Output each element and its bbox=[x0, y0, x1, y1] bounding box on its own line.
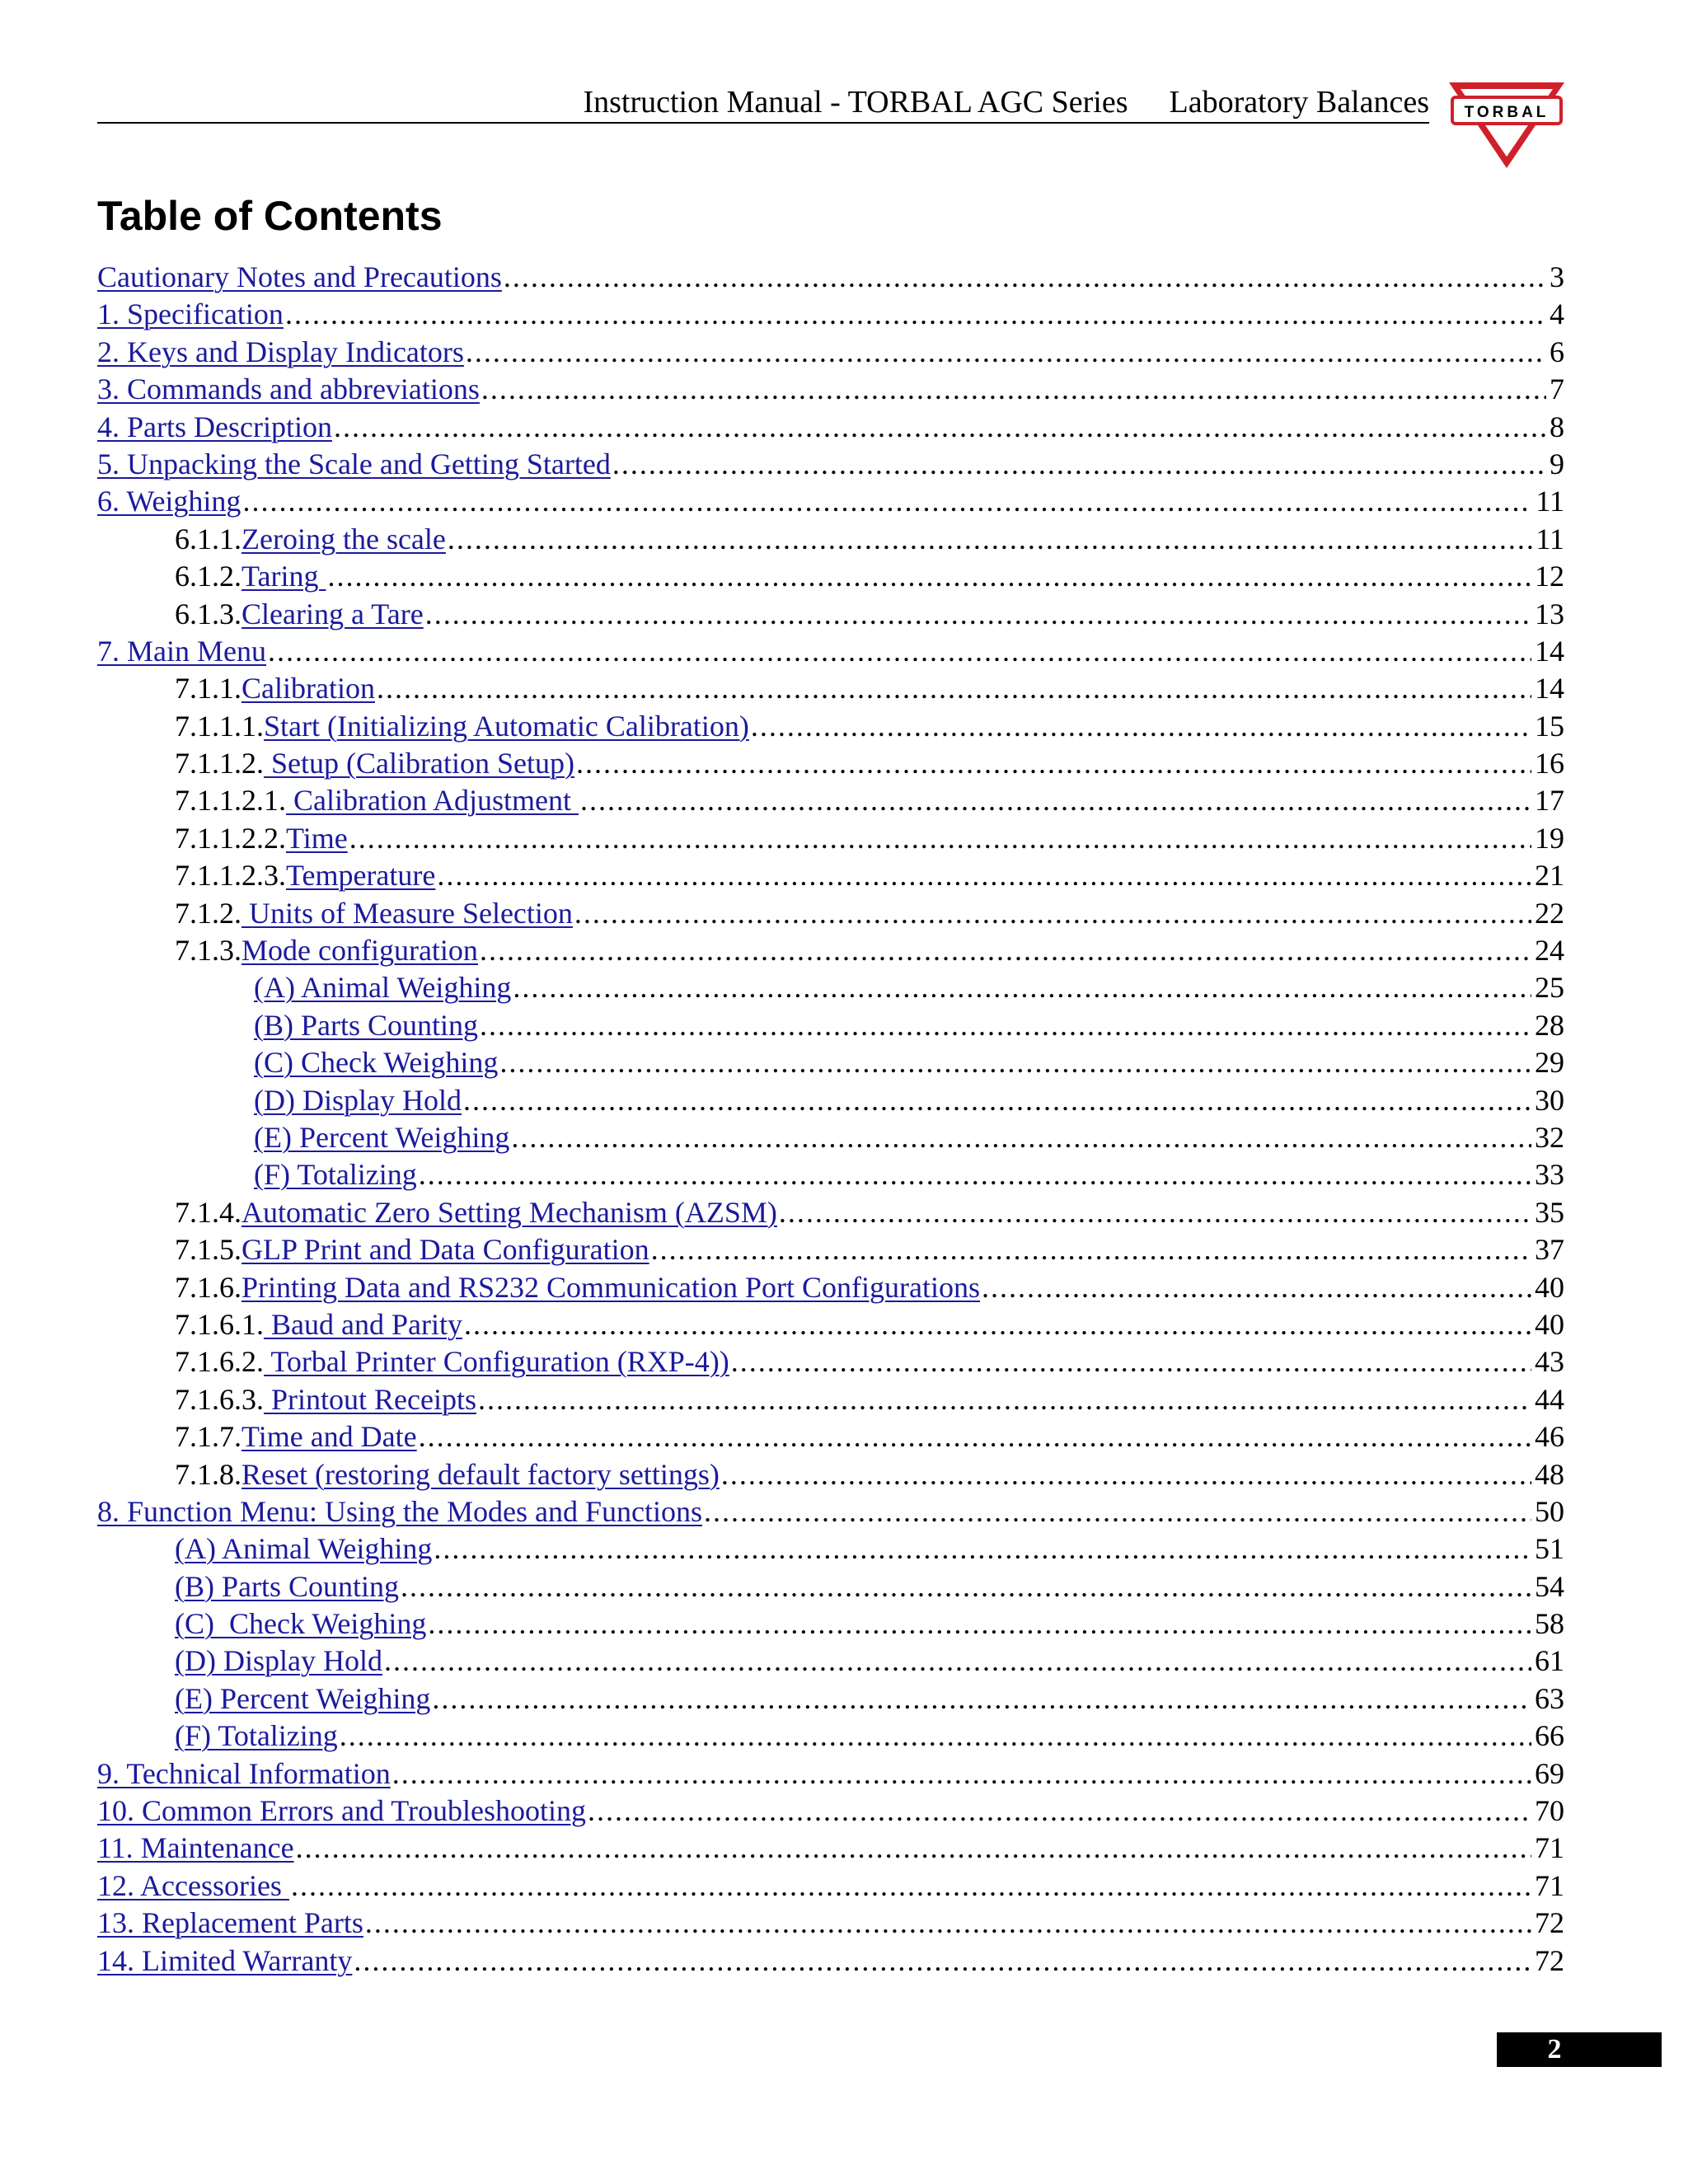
toc-entry-number: 7.1.1.2. bbox=[175, 747, 264, 780]
toc-entry-link[interactable]: Calibration bbox=[241, 672, 375, 705]
toc-dot-leader bbox=[574, 895, 1531, 932]
toc-entry-link[interactable]: Printing Data and RS232 Communication Port Configurations bbox=[241, 1270, 980, 1304]
toc-dot-leader bbox=[384, 1643, 1531, 1680]
toc-entry-page: 35 bbox=[1535, 1195, 1564, 1229]
page-number-box bbox=[1497, 2032, 1662, 2067]
toc-entry bbox=[97, 1381, 1564, 1418]
toc-dot-leader bbox=[425, 596, 1531, 633]
toc-entry bbox=[97, 782, 1564, 819]
toc-entry-number: 7.1.1.2.2. bbox=[175, 821, 286, 855]
toc-entry-page: 25 bbox=[1535, 971, 1564, 1005]
toc-entry bbox=[97, 1605, 1564, 1643]
toc-dot-leader bbox=[499, 1044, 1531, 1081]
toc-entry-link[interactable]: 9. Technical Information bbox=[97, 1756, 391, 1790]
toc-dot-leader bbox=[340, 1718, 1531, 1755]
toc-entry bbox=[97, 371, 1564, 408]
toc-entry-link[interactable]: (B) Parts Counting bbox=[254, 1008, 479, 1042]
toc-entry-link[interactable]: Clearing a Tare bbox=[241, 597, 424, 630]
toc-dot-leader bbox=[480, 932, 1531, 969]
toc-entry-page: 21 bbox=[1535, 859, 1564, 893]
toc-entry-link[interactable]: (C) Check Weighing bbox=[175, 1607, 427, 1641]
toc-entry bbox=[97, 1156, 1564, 1193]
toc-entry-link[interactable]: (F) Totalizing bbox=[254, 1158, 417, 1192]
toc-entry-number: 7.1.1.1. bbox=[175, 709, 264, 743]
toc-entry-page: 71 bbox=[1535, 1868, 1564, 1902]
toc-entry-link[interactable]: Mode configuration bbox=[241, 934, 478, 968]
toc-entry-page: 58 bbox=[1535, 1607, 1564, 1641]
toc-dot-leader bbox=[704, 1493, 1531, 1530]
toc-entry-number: 6.1.1. bbox=[175, 522, 241, 555]
toc-entry bbox=[97, 1905, 1564, 1942]
toc-dot-leader bbox=[401, 1568, 1531, 1605]
toc-entry-link[interactable]: 13. Replacement Parts bbox=[97, 1906, 363, 1940]
toc-entry-link[interactable]: (A) Animal Weighing bbox=[175, 1532, 433, 1566]
toc-entry-page: 54 bbox=[1535, 1569, 1564, 1603]
toc-entry-link[interactable]: 4. Parts Description bbox=[97, 410, 332, 443]
toc-entry-number: 7.1.8. bbox=[175, 1457, 241, 1491]
toc-entry bbox=[97, 1343, 1564, 1380]
toc-entry bbox=[97, 521, 1564, 558]
toc-dot-leader bbox=[466, 334, 1546, 371]
toc-entry-page: 69 bbox=[1535, 1756, 1564, 1790]
toc-dot-leader bbox=[392, 1755, 1531, 1793]
toc-entry bbox=[97, 745, 1564, 782]
toc-entry-page: 14 bbox=[1535, 672, 1564, 705]
toc-entry-page: 19 bbox=[1535, 821, 1564, 855]
toc-entry-page: 16 bbox=[1535, 747, 1564, 780]
toc-dot-leader bbox=[480, 1007, 1531, 1044]
toc-entry bbox=[97, 296, 1564, 333]
toc-entry-link[interactable]: (E) Percent Weighing bbox=[254, 1120, 510, 1154]
toc-entry-page: 44 bbox=[1535, 1382, 1564, 1416]
toc-dot-leader bbox=[268, 633, 1531, 670]
toc-entry-page: 24 bbox=[1535, 934, 1564, 968]
toc-entry-page: 8 bbox=[1550, 410, 1564, 443]
toc-dot-leader bbox=[731, 1343, 1531, 1380]
toc-entry bbox=[97, 1456, 1564, 1493]
toc-dot-leader bbox=[612, 446, 1546, 483]
toc-entry-number: 7.1.6. bbox=[175, 1270, 241, 1304]
toc-entry bbox=[97, 857, 1564, 894]
toc-dot-leader bbox=[580, 782, 1531, 819]
toc-entry-link[interactable]: 10. Common Errors and Troubleshooting bbox=[97, 1794, 587, 1828]
toc-entry-link[interactable]: 5. Unpacking the Scale and Getting Started bbox=[97, 447, 611, 480]
toc-entry-link[interactable]: Zeroing the scale bbox=[241, 522, 446, 555]
toc-entry bbox=[97, 1119, 1564, 1156]
toc-dot-leader bbox=[779, 1194, 1531, 1231]
toc-entry-number: 7.1.7. bbox=[175, 1420, 241, 1454]
toc-entry bbox=[97, 334, 1564, 371]
toc-dot-leader bbox=[513, 969, 1531, 1006]
toc-entry bbox=[97, 708, 1564, 745]
toc-entry-number: 7.1.1.2.3. bbox=[175, 859, 286, 893]
toc-entry bbox=[97, 1306, 1564, 1343]
toc-entry-number: 7.1.6.3. bbox=[175, 1382, 264, 1416]
toc-entry-number: 7.1.4. bbox=[175, 1195, 241, 1229]
toc-dot-leader bbox=[419, 1156, 1531, 1193]
toc-dot-leader bbox=[504, 259, 1546, 296]
toc-entry-link[interactable]: Baud and Parity bbox=[264, 1307, 462, 1341]
toc-entry bbox=[97, 932, 1564, 969]
toc-entry bbox=[97, 1231, 1564, 1268]
toc-dot-leader bbox=[349, 820, 1531, 857]
toc-entry-page: 9 bbox=[1550, 447, 1564, 480]
toc-entry-link[interactable]: Taring bbox=[241, 560, 326, 593]
toc-entry-link[interactable]: Temperature bbox=[286, 859, 436, 893]
toc-entry bbox=[97, 409, 1564, 446]
toc-entry bbox=[97, 1194, 1564, 1231]
toc-entry-page: 40 bbox=[1535, 1307, 1564, 1341]
toc-entry-number: 7.1.6.1. bbox=[175, 1307, 264, 1341]
toc-entry bbox=[97, 1718, 1564, 1755]
toc-dot-leader bbox=[721, 1456, 1531, 1493]
toc-entry bbox=[97, 1082, 1564, 1119]
manual-title: Instruction Manual - TORBAL AGC Series bbox=[583, 85, 1128, 120]
toc-dot-leader bbox=[285, 296, 1546, 333]
toc-entry-link[interactable]: Automatic Zero Setting Mechanism (AZSM) bbox=[241, 1195, 777, 1229]
toc-entry bbox=[97, 1680, 1564, 1718]
toc-dot-leader bbox=[334, 409, 1546, 446]
toc-dot-leader bbox=[327, 558, 1531, 595]
toc-entry-page: 61 bbox=[1535, 1644, 1564, 1678]
toc-entry-page: 50 bbox=[1535, 1494, 1564, 1528]
toc-entry-page: 6 bbox=[1550, 335, 1564, 368]
toc-entry-page: 51 bbox=[1535, 1532, 1564, 1566]
toc-dot-leader bbox=[448, 521, 1532, 558]
toc-entry-link[interactable]: (C) Check Weighing bbox=[254, 1046, 499, 1080]
toc-entry-link[interactable]: 8. Function Menu: Using the Modes and Functions bbox=[97, 1494, 702, 1528]
toc-entry bbox=[97, 1493, 1564, 1530]
toc-entry bbox=[97, 1418, 1564, 1455]
toc-entry-link[interactable]: Start (Initializing Automatic Calibration) bbox=[264, 709, 749, 743]
toc-entry bbox=[97, 1868, 1564, 1905]
toc-entry-link[interactable]: Torbal Printer Configuration (RXP-4)) bbox=[264, 1345, 729, 1379]
toc-dot-leader bbox=[291, 1868, 1531, 1905]
toc-entry bbox=[97, 1568, 1564, 1605]
toc-entry-page: 14 bbox=[1535, 634, 1564, 668]
toc-entry-link[interactable]: Units of Measure Selection bbox=[241, 896, 573, 930]
toc-entry-link[interactable]: 11. Maintenance bbox=[97, 1831, 294, 1865]
toc-dot-leader bbox=[588, 1793, 1531, 1830]
toc-entry-link[interactable]: 2. Keys and Display Indicators bbox=[97, 335, 464, 368]
toc-entry bbox=[97, 1269, 1564, 1306]
toc-entry bbox=[97, 633, 1564, 670]
toc-dot-leader bbox=[478, 1381, 1531, 1418]
toc-entry bbox=[97, 1643, 1564, 1680]
toc-entry-page: 12 bbox=[1535, 560, 1564, 593]
header-subtitle: Laboratory Balances bbox=[1169, 85, 1429, 120]
page-header bbox=[97, 79, 1429, 124]
toc-entry-page: 72 bbox=[1535, 1906, 1564, 1940]
toc-dot-leader bbox=[751, 708, 1531, 745]
toc-entry-number: 7.1.1.2.1. bbox=[175, 784, 286, 818]
toc-entry bbox=[97, 446, 1564, 483]
toc-dot-leader bbox=[576, 745, 1531, 782]
toc-entry-link[interactable]: Printout Receipts bbox=[264, 1382, 476, 1416]
toc-dot-leader bbox=[242, 483, 1532, 520]
toc-entry-page: 48 bbox=[1535, 1457, 1564, 1491]
toc-entry-link[interactable]: Time bbox=[286, 821, 348, 855]
toc-dot-leader bbox=[377, 670, 1531, 707]
toc-entry-number: 7.1.3. bbox=[175, 934, 241, 968]
toc-entry bbox=[97, 1755, 1564, 1793]
toc-entry-link[interactable]: Calibration Adjustment bbox=[286, 784, 579, 818]
toc-entry-page: 28 bbox=[1535, 1008, 1564, 1042]
toc-entry-link[interactable]: Time and Date bbox=[241, 1420, 417, 1454]
table-of-contents bbox=[97, 259, 1564, 1980]
toc-entry bbox=[97, 1830, 1564, 1867]
toc-entry bbox=[97, 259, 1564, 296]
toc-entry-page: 32 bbox=[1535, 1120, 1564, 1154]
logo-text: TORBAL bbox=[1464, 104, 1550, 121]
toc-entry bbox=[97, 670, 1564, 707]
toc-entry-page: 4 bbox=[1550, 298, 1564, 331]
toc-entry-link[interactable]: (D) Display Hold bbox=[175, 1644, 382, 1678]
toc-entry-link[interactable]: 6. Weighing bbox=[97, 485, 241, 518]
toc-entry-link[interactable]: 3. Commands and abbreviations bbox=[97, 373, 480, 406]
toc-dot-leader bbox=[982, 1269, 1531, 1306]
toc-dot-leader bbox=[296, 1830, 1531, 1867]
toc-entry-page: 17 bbox=[1535, 784, 1564, 818]
toc-entry bbox=[97, 1007, 1564, 1044]
toc-entry bbox=[97, 1943, 1564, 1980]
toc-entry-number: 7.1.2. bbox=[175, 896, 241, 930]
header-text bbox=[583, 84, 1429, 120]
toc-entry-number: 7.1.6.2. bbox=[175, 1345, 264, 1379]
toc-entry-page: 72 bbox=[1535, 1943, 1564, 1977]
toc-entry-link[interactable]: 12. Accessories bbox=[97, 1868, 289, 1902]
toc-dot-leader bbox=[437, 857, 1531, 894]
toc-entry-number: 6.1.3. bbox=[175, 597, 241, 630]
toc-entry-page: 7 bbox=[1550, 373, 1564, 406]
toc-entry-link[interactable]: (D) Display Hold bbox=[254, 1083, 462, 1117]
toc-entry-link[interactable]: (E) Percent Weighing bbox=[175, 1681, 431, 1715]
toc-entry-page: 3 bbox=[1550, 260, 1564, 293]
toc-entry-number: 6.1.2. bbox=[175, 560, 241, 593]
toc-dot-leader bbox=[354, 1943, 1531, 1980]
toc-title: Table of Contents bbox=[97, 193, 443, 239]
toc-entry bbox=[97, 895, 1564, 932]
toc-dot-leader bbox=[434, 1530, 1531, 1568]
toc-entry-link[interactable]: (F) Totalizing bbox=[175, 1719, 338, 1753]
toc-entry-link[interactable]: Reset (restoring default factory settings) bbox=[241, 1457, 720, 1491]
toc-entry-page: 13 bbox=[1535, 597, 1564, 630]
toc-entry-link[interactable]: (A) Animal Weighing bbox=[254, 971, 512, 1005]
toc-entry-page: 46 bbox=[1535, 1420, 1564, 1454]
toc-entry-page: 40 bbox=[1535, 1270, 1564, 1304]
toc-entry-page: 15 bbox=[1535, 709, 1564, 743]
toc-entry-page: 33 bbox=[1535, 1158, 1564, 1192]
toc-entry bbox=[97, 1044, 1564, 1081]
toc-dot-leader bbox=[481, 371, 1546, 408]
toc-dot-leader bbox=[428, 1605, 1531, 1643]
toc-entry-link[interactable]: 7. Main Menu bbox=[97, 634, 266, 668]
torbal-logo bbox=[1444, 79, 1569, 171]
toc-entry-page: 66 bbox=[1535, 1719, 1564, 1753]
toc-entry-page: 22 bbox=[1535, 896, 1564, 930]
toc-entry-page: 37 bbox=[1535, 1233, 1564, 1267]
toc-entry-page: 71 bbox=[1535, 1831, 1564, 1865]
toc-entry bbox=[97, 1530, 1564, 1568]
toc-entry-link[interactable]: 14. Limited Warranty bbox=[97, 1943, 353, 1977]
toc-entry-page: 29 bbox=[1535, 1046, 1564, 1080]
toc-entry-link[interactable]: Cautionary Notes and Precautions bbox=[97, 260, 502, 293]
toc-entry-link[interactable]: GLP Print and Data Configuration bbox=[241, 1233, 649, 1267]
toc-entry bbox=[97, 483, 1564, 520]
toc-dot-leader bbox=[464, 1306, 1531, 1343]
toc-entry-page: 70 bbox=[1535, 1794, 1564, 1828]
toc-entry-number: 7.1.5. bbox=[175, 1233, 241, 1267]
toc-entry bbox=[97, 969, 1564, 1006]
toc-dot-leader bbox=[419, 1418, 1531, 1455]
page-number: 2 bbox=[1547, 2034, 1562, 2064]
toc-entry bbox=[97, 1793, 1564, 1830]
toc-entry-link[interactable]: Setup (Calibration Setup) bbox=[264, 747, 574, 780]
toc-entry-page: 43 bbox=[1535, 1345, 1564, 1379]
toc-entry-link[interactable]: (B) Parts Counting bbox=[175, 1569, 400, 1603]
toc-entry bbox=[97, 558, 1564, 595]
toc-dot-leader bbox=[432, 1680, 1531, 1718]
toc-entry-page: 30 bbox=[1535, 1083, 1564, 1117]
toc-dot-leader bbox=[651, 1231, 1531, 1268]
toc-entry-page: 63 bbox=[1535, 1681, 1564, 1715]
toc-dot-leader bbox=[511, 1119, 1531, 1156]
toc-entry bbox=[97, 820, 1564, 857]
toc-entry-link[interactable]: 1. Specification bbox=[97, 298, 284, 331]
toc-dot-leader bbox=[365, 1905, 1531, 1942]
toc-dot-leader bbox=[463, 1082, 1531, 1119]
toc-entry bbox=[97, 596, 1564, 633]
toc-entry-page: 11 bbox=[1536, 485, 1564, 518]
toc-entry-number: 7.1.1. bbox=[175, 672, 241, 705]
toc-entry-page: 11 bbox=[1536, 522, 1564, 555]
